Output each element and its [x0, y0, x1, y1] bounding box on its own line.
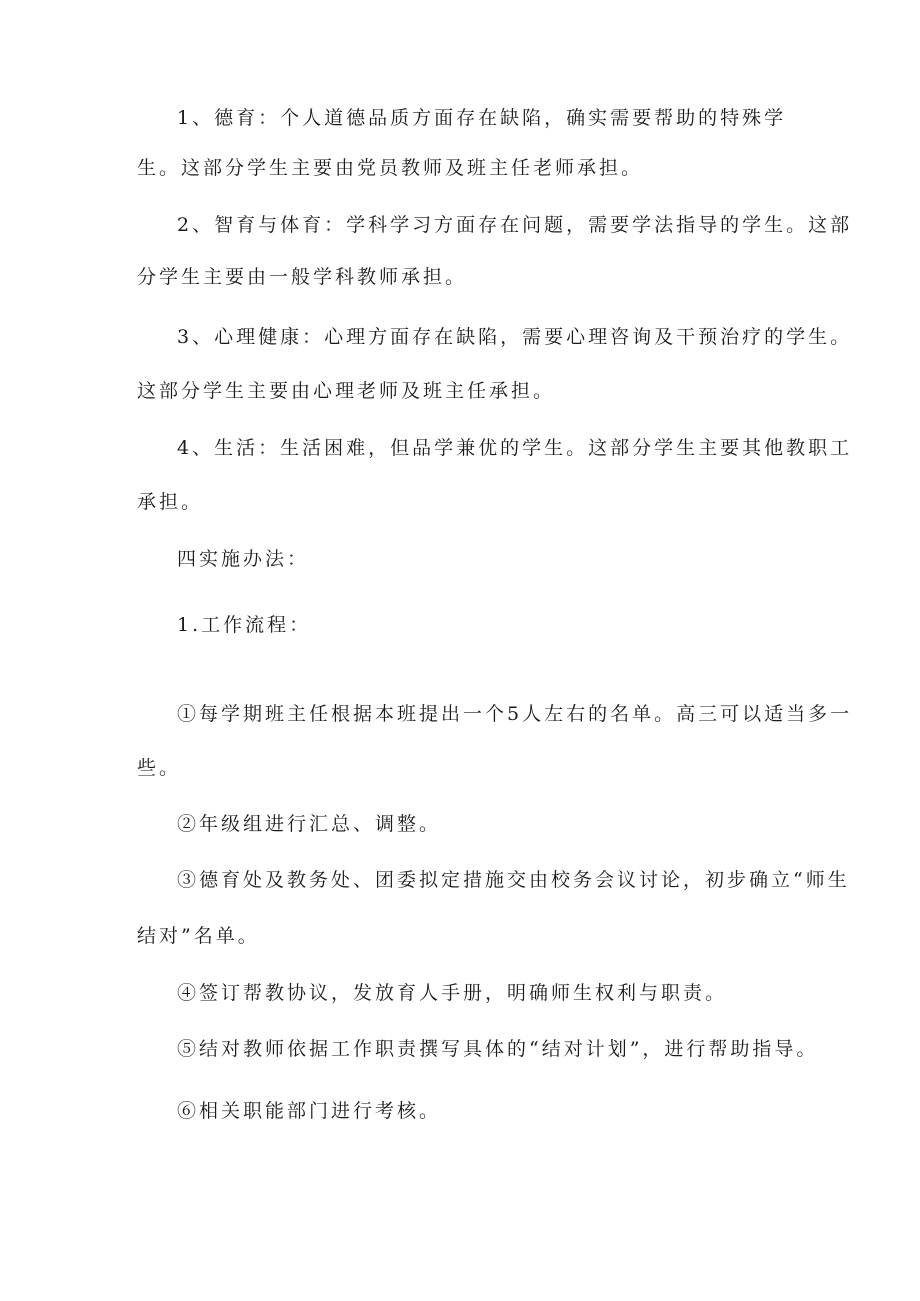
paragraph-intellectual-physical-line2: 分学生主要由一般学科教师承担。	[137, 266, 468, 288]
step-6: ⑥相关职能部门进行考核。	[177, 1100, 442, 1122]
paragraph-moral-education-line2: 生。这部分学生主要由党员教师及班主任老师承担。	[137, 157, 644, 179]
step-3-line2: 结对”名单。	[137, 925, 260, 947]
step-5: ⑤结对教师依据工作职责撰写具体的“结对计划”，进行帮助指导。	[177, 1038, 819, 1060]
paragraph-intellectual-physical-line1: 2、智育与体育：学科学习方面存在问题，需要学法指导的学生。这部	[177, 214, 853, 236]
paragraph-life-line2: 承担。	[137, 491, 204, 513]
step-2: ②年级组进行汇总、调整。	[177, 813, 442, 835]
section-heading: 四实施办法：	[177, 548, 310, 570]
step-4: ④签订帮教协议，发放育人手册，明确师生权利与职责。	[177, 982, 728, 1004]
paragraph-moral-education-line1: 1、德育：个人道德品质方面存在缺陷，确实需要帮助的特殊学	[177, 107, 787, 129]
paragraph-mental-health-line1: 3、心理健康：心理方面存在缺陷，需要心理咨询及干预治疗的学生。	[177, 326, 853, 348]
step-1-line1: ①每学期班主任根据本班提出一个5人左右的名单。高三可以适当多一	[177, 703, 853, 725]
sub-heading-workflow: 1.工作流程：	[177, 614, 312, 636]
paragraph-life-line1: 4、生活：生活困难，但品学兼优的学生。这部分学生主要其他教职工	[177, 437, 853, 459]
step-1-line2: 些。	[137, 757, 182, 779]
paragraph-mental-health-line2: 这部分学生主要由心理老师及班主任承担。	[137, 380, 556, 402]
step-3-line1: ③德育处及教务处、团委拟定措施交由校务会议讨论，初步确立“师生	[177, 869, 850, 891]
